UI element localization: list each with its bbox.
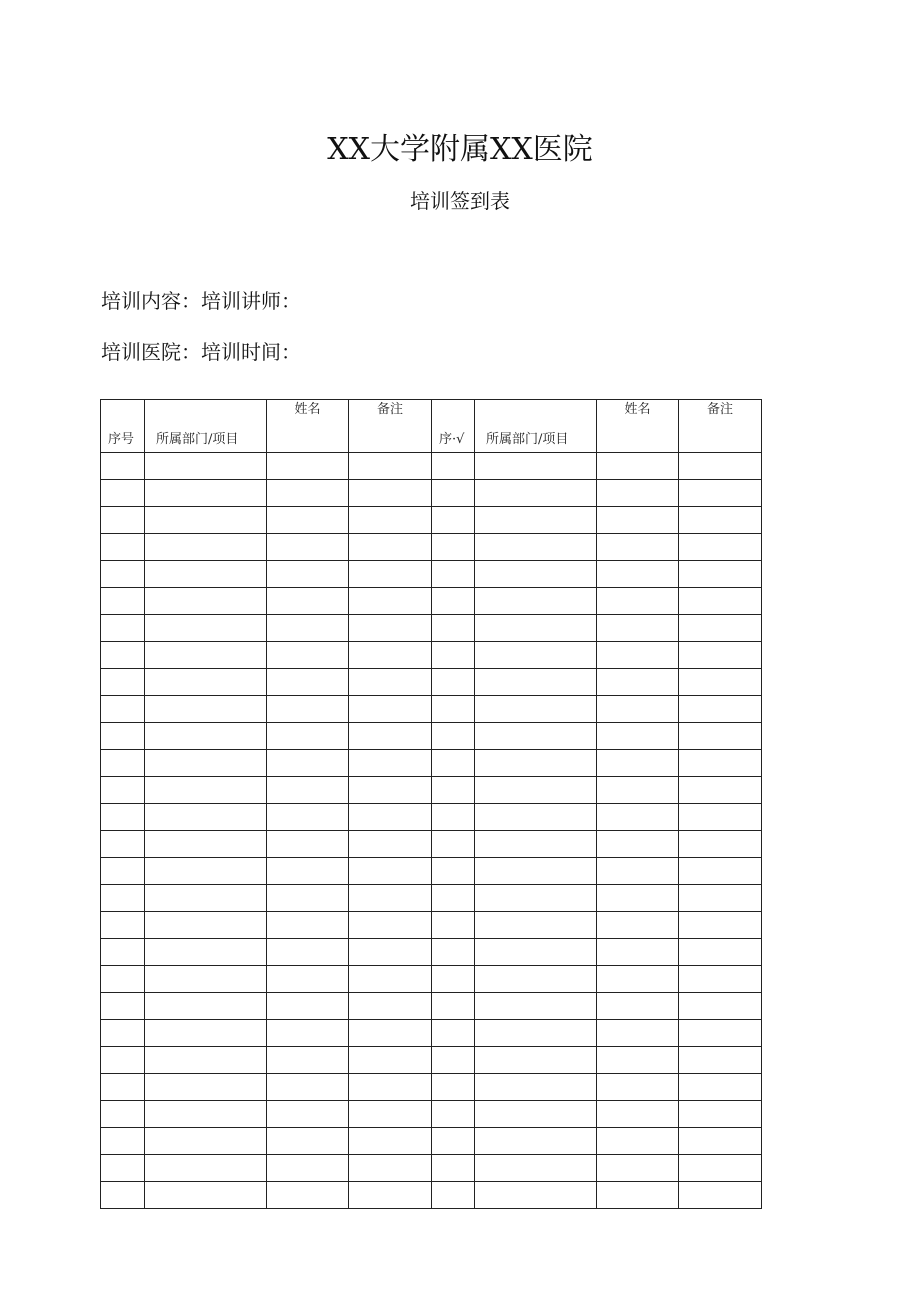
seq-cell-right — [432, 588, 475, 615]
note-cell-right — [679, 939, 762, 966]
name-cell-right — [597, 912, 679, 939]
name-cell-left — [267, 696, 349, 723]
note-cell-left — [349, 1047, 432, 1074]
seq-cell-left — [101, 885, 145, 912]
seq-cell-left — [101, 966, 145, 993]
dept-cell-right — [475, 939, 597, 966]
seq-cell-left — [101, 453, 145, 480]
note-cell-right — [679, 1128, 762, 1155]
name-cell-left — [267, 1101, 349, 1128]
seq-cell-left — [101, 858, 145, 885]
name-cell-left — [267, 777, 349, 804]
seq-cell-left — [101, 1128, 145, 1155]
note-cell-left — [349, 912, 432, 939]
seq-cell-right — [432, 480, 475, 507]
seq-cell-right — [432, 912, 475, 939]
name-cell-right — [597, 1101, 679, 1128]
table-row — [101, 534, 762, 561]
dept-cell-left — [145, 831, 267, 858]
note-cell-right — [679, 858, 762, 885]
info-content-instructor: 培训内容：培训讲师： — [101, 289, 301, 313]
note-cell-right — [679, 1182, 762, 1209]
dept-cell-left — [145, 1182, 267, 1209]
table-row — [101, 1182, 762, 1209]
dept-cell-left — [145, 642, 267, 669]
note-cell-right — [679, 1047, 762, 1074]
dept-cell-right — [475, 1182, 597, 1209]
dept-cell-right — [475, 1101, 597, 1128]
dept-cell-right — [475, 993, 597, 1020]
table-row — [101, 507, 762, 534]
seq-cell-left — [101, 534, 145, 561]
dept-cell-right — [475, 534, 597, 561]
seq-cell-left — [101, 831, 145, 858]
sign-in-table — [100, 399, 762, 1209]
dept-cell-left — [145, 588, 267, 615]
dept-cell-left — [145, 777, 267, 804]
table-row — [101, 750, 762, 777]
seq-cell-right — [432, 966, 475, 993]
note-cell-left — [349, 615, 432, 642]
header-name-right: 姓名 — [597, 400, 679, 453]
dept-cell-right — [475, 1020, 597, 1047]
seq-cell-left — [101, 615, 145, 642]
table-row — [101, 831, 762, 858]
name-cell-right — [597, 939, 679, 966]
note-cell-left — [349, 993, 432, 1020]
name-cell-right — [597, 534, 679, 561]
note-cell-right — [679, 804, 762, 831]
note-cell-left — [349, 723, 432, 750]
seq-cell-left — [101, 507, 145, 534]
name-cell-right — [597, 588, 679, 615]
seq-cell-left — [101, 588, 145, 615]
dept-cell-left — [145, 939, 267, 966]
name-cell-right — [597, 804, 679, 831]
name-cell-right — [597, 615, 679, 642]
table-row — [101, 1047, 762, 1074]
table-row — [101, 1155, 762, 1182]
dept-cell-left — [145, 615, 267, 642]
name-cell-right — [597, 1182, 679, 1209]
note-cell-right — [679, 1101, 762, 1128]
name-cell-left — [267, 885, 349, 912]
name-cell-left — [267, 1155, 349, 1182]
table-row — [101, 1020, 762, 1047]
dept-cell-left — [145, 1020, 267, 1047]
seq-cell-left — [101, 912, 145, 939]
name-cell-right — [597, 777, 679, 804]
name-cell-right — [597, 966, 679, 993]
document-subtitle: 培训签到表 — [410, 189, 510, 213]
name-cell-right — [597, 831, 679, 858]
name-cell-left — [267, 912, 349, 939]
dept-cell-left — [145, 696, 267, 723]
table-row — [101, 561, 762, 588]
dept-cell-left — [145, 993, 267, 1020]
header-seq-left: 序号 — [101, 400, 145, 453]
note-cell-right — [679, 966, 762, 993]
name-cell-left — [267, 1047, 349, 1074]
dept-cell-right — [475, 507, 597, 534]
dept-cell-left — [145, 966, 267, 993]
dept-cell-right — [475, 1128, 597, 1155]
dept-cell-right — [475, 615, 597, 642]
name-cell-right — [597, 669, 679, 696]
dept-cell-right — [475, 912, 597, 939]
table-row — [101, 669, 762, 696]
name-cell-right — [597, 750, 679, 777]
name-cell-right — [597, 858, 679, 885]
note-cell-right — [679, 1074, 762, 1101]
name-cell-left — [267, 642, 349, 669]
name-cell-left — [267, 534, 349, 561]
seq-cell-right — [432, 858, 475, 885]
table-row — [101, 696, 762, 723]
table-row — [101, 642, 762, 669]
note-cell-right — [679, 912, 762, 939]
seq-cell-right — [432, 1155, 475, 1182]
seq-cell-right — [432, 1020, 475, 1047]
dept-cell-right — [475, 1155, 597, 1182]
note-cell-left — [349, 480, 432, 507]
table-header-row — [101, 400, 762, 453]
name-cell-left — [267, 750, 349, 777]
note-cell-left — [349, 642, 432, 669]
seq-cell-right — [432, 831, 475, 858]
dept-cell-right — [475, 642, 597, 669]
header-seq-right: 序·√ — [432, 400, 475, 453]
dept-cell-left — [145, 669, 267, 696]
name-cell-left — [267, 615, 349, 642]
seq-cell-left — [101, 804, 145, 831]
name-cell-right — [597, 1020, 679, 1047]
seq-cell-left — [101, 561, 145, 588]
dept-cell-left — [145, 507, 267, 534]
header-note-right: 备注 — [679, 400, 762, 453]
seq-cell-left — [101, 480, 145, 507]
note-cell-left — [349, 750, 432, 777]
seq-cell-right — [432, 777, 475, 804]
name-cell-left — [267, 858, 349, 885]
dept-cell-left — [145, 750, 267, 777]
seq-cell-right — [432, 534, 475, 561]
note-cell-right — [679, 615, 762, 642]
seq-cell-right — [432, 1128, 475, 1155]
dept-cell-right — [475, 453, 597, 480]
table-row — [101, 777, 762, 804]
seq-cell-left — [101, 1074, 145, 1101]
seq-cell-right — [432, 561, 475, 588]
seq-cell-right — [432, 885, 475, 912]
name-cell-right — [597, 696, 679, 723]
seq-cell-right — [432, 615, 475, 642]
name-cell-left — [267, 831, 349, 858]
note-cell-left — [349, 858, 432, 885]
document-title: XX大学附属XX医院 — [327, 132, 593, 167]
dept-cell-left — [145, 1128, 267, 1155]
seq-cell-right — [432, 1101, 475, 1128]
note-cell-right — [679, 669, 762, 696]
note-cell-right — [679, 588, 762, 615]
note-cell-left — [349, 777, 432, 804]
note-cell-left — [349, 669, 432, 696]
note-cell-right — [679, 1020, 762, 1047]
note-cell-left — [349, 1128, 432, 1155]
name-cell-left — [267, 669, 349, 696]
table-row — [101, 939, 762, 966]
note-cell-right — [679, 696, 762, 723]
seq-cell-left — [101, 1155, 145, 1182]
dept-cell-right — [475, 1047, 597, 1074]
dept-cell-right — [475, 696, 597, 723]
name-cell-left — [267, 966, 349, 993]
dept-cell-right — [475, 750, 597, 777]
note-cell-right — [679, 507, 762, 534]
seq-cell-right — [432, 1047, 475, 1074]
name-cell-left — [267, 1128, 349, 1155]
seq-cell-right — [432, 669, 475, 696]
header-dept-right: 所属部门/项目 — [475, 400, 597, 453]
name-cell-right — [597, 561, 679, 588]
note-cell-left — [349, 1020, 432, 1047]
name-cell-left — [267, 480, 349, 507]
dept-cell-right — [475, 885, 597, 912]
table-row — [101, 885, 762, 912]
table-row — [101, 1101, 762, 1128]
note-cell-right — [679, 831, 762, 858]
seq-cell-right — [432, 723, 475, 750]
dept-cell-left — [145, 534, 267, 561]
note-cell-left — [349, 696, 432, 723]
name-cell-left — [267, 1074, 349, 1101]
dept-cell-right — [475, 723, 597, 750]
dept-cell-left — [145, 1047, 267, 1074]
seq-cell-left — [101, 723, 145, 750]
seq-cell-left — [101, 1182, 145, 1209]
dept-cell-right — [475, 858, 597, 885]
dept-cell-left — [145, 1101, 267, 1128]
seq-cell-left — [101, 993, 145, 1020]
name-cell-left — [267, 804, 349, 831]
table-row — [101, 1074, 762, 1101]
name-cell-left — [267, 561, 349, 588]
note-cell-right — [679, 561, 762, 588]
table-row — [101, 588, 762, 615]
dept-cell-left — [145, 480, 267, 507]
seq-cell-left — [101, 669, 145, 696]
note-cell-right — [679, 993, 762, 1020]
note-cell-right — [679, 534, 762, 561]
dept-cell-left — [145, 885, 267, 912]
seq-cell-right — [432, 642, 475, 669]
note-cell-left — [349, 804, 432, 831]
note-cell-left — [349, 588, 432, 615]
dept-cell-left — [145, 858, 267, 885]
note-cell-left — [349, 534, 432, 561]
seq-cell-right — [432, 1074, 475, 1101]
seq-cell-left — [101, 1020, 145, 1047]
seq-cell-left — [101, 642, 145, 669]
seq-cell-left — [101, 1101, 145, 1128]
seq-cell-left — [101, 939, 145, 966]
header-name-left: 姓名 — [267, 400, 349, 453]
table-row — [101, 912, 762, 939]
name-cell-left — [267, 939, 349, 966]
note-cell-left — [349, 1155, 432, 1182]
table-row — [101, 723, 762, 750]
name-cell-left — [267, 1182, 349, 1209]
seq-cell-right — [432, 804, 475, 831]
name-cell-right — [597, 1074, 679, 1101]
name-cell-left — [267, 1020, 349, 1047]
note-cell-left — [349, 831, 432, 858]
name-cell-right — [597, 1128, 679, 1155]
table-row — [101, 804, 762, 831]
note-cell-left — [349, 561, 432, 588]
seq-cell-right — [432, 939, 475, 966]
name-cell-left — [267, 993, 349, 1020]
seq-cell-right — [432, 993, 475, 1020]
seq-cell-right — [432, 507, 475, 534]
note-cell-right — [679, 750, 762, 777]
note-cell-right — [679, 885, 762, 912]
header-note-left: 备注 — [349, 400, 432, 453]
dept-cell-left — [145, 1074, 267, 1101]
table-row — [101, 480, 762, 507]
table-row — [101, 993, 762, 1020]
table-row — [101, 966, 762, 993]
dept-cell-right — [475, 804, 597, 831]
table-row — [101, 615, 762, 642]
header-dept-left: 所属部门/项目 — [145, 400, 267, 453]
table-row — [101, 1128, 762, 1155]
seq-cell-right — [432, 696, 475, 723]
info-hospital-time: 培训医院：培训时间： — [101, 340, 301, 364]
dept-cell-right — [475, 480, 597, 507]
name-cell-right — [597, 723, 679, 750]
dept-cell-left — [145, 561, 267, 588]
dept-cell-right — [475, 1074, 597, 1101]
note-cell-right — [679, 453, 762, 480]
seq-cell-right — [432, 750, 475, 777]
name-cell-right — [597, 507, 679, 534]
note-cell-left — [349, 966, 432, 993]
dept-cell-right — [475, 831, 597, 858]
seq-cell-right — [432, 1182, 475, 1209]
dept-cell-left — [145, 723, 267, 750]
note-cell-left — [349, 939, 432, 966]
name-cell-right — [597, 1047, 679, 1074]
dept-cell-right — [475, 966, 597, 993]
seq-cell-right — [432, 453, 475, 480]
note-cell-left — [349, 1101, 432, 1128]
dept-cell-right — [475, 777, 597, 804]
note-cell-right — [679, 642, 762, 669]
note-cell-right — [679, 723, 762, 750]
seq-cell-left — [101, 750, 145, 777]
dept-cell-right — [475, 588, 597, 615]
seq-cell-left — [101, 1047, 145, 1074]
dept-cell-left — [145, 1155, 267, 1182]
name-cell-right — [597, 453, 679, 480]
note-cell-left — [349, 1074, 432, 1101]
dept-cell-left — [145, 912, 267, 939]
dept-cell-right — [475, 561, 597, 588]
table-row — [101, 858, 762, 885]
seq-cell-left — [101, 777, 145, 804]
dept-cell-right — [475, 669, 597, 696]
name-cell-left — [267, 453, 349, 480]
name-cell-right — [597, 993, 679, 1020]
note-cell-left — [349, 1182, 432, 1209]
table-row — [101, 453, 762, 480]
name-cell-right — [597, 885, 679, 912]
note-cell-left — [349, 507, 432, 534]
note-cell-left — [349, 885, 432, 912]
dept-cell-left — [145, 804, 267, 831]
name-cell-right — [597, 642, 679, 669]
dept-cell-left — [145, 453, 267, 480]
name-cell-left — [267, 507, 349, 534]
name-cell-right — [597, 1155, 679, 1182]
note-cell-right — [679, 777, 762, 804]
seq-cell-left — [101, 696, 145, 723]
name-cell-left — [267, 588, 349, 615]
name-cell-right — [597, 480, 679, 507]
note-cell-right — [679, 480, 762, 507]
note-cell-left — [349, 453, 432, 480]
name-cell-left — [267, 723, 349, 750]
note-cell-right — [679, 1155, 762, 1182]
